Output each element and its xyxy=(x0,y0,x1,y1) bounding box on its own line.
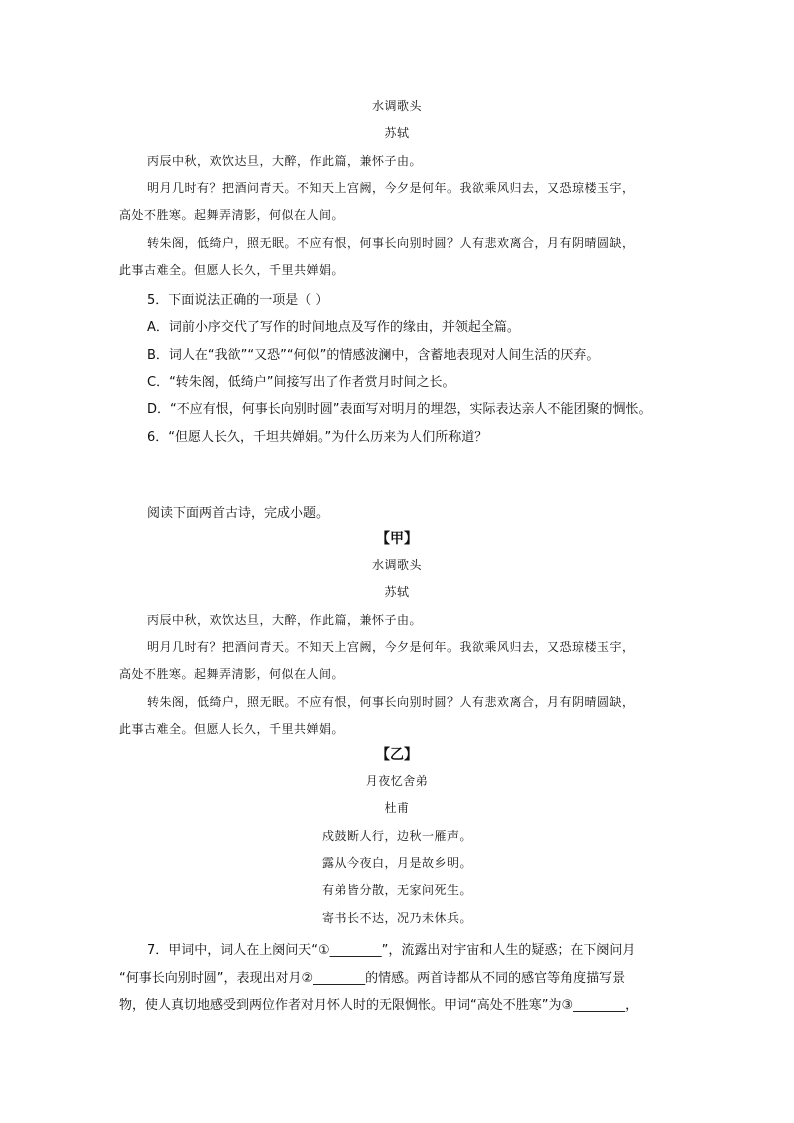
poem-title: 水调歌头 xyxy=(371,99,422,113)
poem-line: 明月几时有？把酒问青天。不知天上宫阙，今夕是何年。我欲乘风归去，又恐琼楼玉宇， xyxy=(147,181,635,195)
poem-yi-line: 寄书长不达，况乃未休兵。 xyxy=(321,911,472,925)
poem-author: 苏轼 xyxy=(384,585,410,599)
question-7-line: 物，使人真切地感受到两位作者对月怀人时的无限惆怅。甲词“高处不胜寒”为③________， xyxy=(119,998,639,1013)
poem-line: 此事古难全。但愿人长久，千里共婵娟。 xyxy=(119,263,345,277)
poem-preface: 丙辰中秋，欢饮达旦，大醉，作此篇，兼怀子由。 xyxy=(147,154,423,168)
poem-line: 转朱阁，低绮户，照无眠。不应有恨，何事长向别时圆？人有悲欢离合，月有阴晴圆缺， xyxy=(147,236,635,250)
question-5-option-b: B．词人在“我欲”“又恐”“何似”的情感波澜中，含蓄地表现对人间生活的厌弃。 xyxy=(147,348,600,363)
question-6-stem: 6．“但愿人长久，千坦共婵娟。”为什么历来为人们所称道？ xyxy=(147,430,488,445)
poem-line: 此事古难全。但愿人长久，千里共婵娟。 xyxy=(119,722,345,736)
poem-jia-label: 【甲】 xyxy=(376,531,418,547)
question-5-option-a: A．词前小序交代了写作的时间地点及写作的缘由，并领起全篇。 xyxy=(147,320,520,335)
reading-intro: 阅读下面两首古诗，完成小题。 xyxy=(147,506,330,521)
poem-line: 转朱阁，低绮户，照无眠。不应有恨，何事长向别时圆？人有悲欢离合，月有阴晴圆缺， xyxy=(147,695,635,709)
poem-yi-line: 有弟皆分散，无家问死生。 xyxy=(321,883,472,897)
question-5-option-d: D．“不应有恨，何事长向别时圆”表面写对明月的埋怨，实际表达亲人不能团聚的惆怅。 xyxy=(147,402,652,417)
question-5-stem: 5．下面说法正确的一项是（ ） xyxy=(147,293,329,308)
poem-line: 高处不胜寒。起舞弄清影，何似在人间。 xyxy=(119,208,345,222)
poem-yi-label: 【乙】 xyxy=(376,747,418,763)
question-5-option-c: C．“转朱阁，低绮户”间接写出了作者赏月时间之长。 xyxy=(147,375,456,390)
poem-author: 苏轼 xyxy=(384,126,410,140)
poem-yi-title: 月夜忆舍弟 xyxy=(365,774,429,788)
poem-yi-author: 杜甫 xyxy=(384,801,410,815)
poem-title: 水调歌头 xyxy=(371,558,422,572)
question-7-line: “何事长向别时圆”，表现出对月②________的情感。两首诗都从不同的感官等角度描写景 xyxy=(119,971,626,986)
poem-line: 明月几时有？把酒问青天。不知天上宫阙，今夕是何年。我欲乘风归去，又恐琼楼玉宇， xyxy=(147,640,635,654)
poem-yi-line: 戍鼓断人行，边秋一雁声。 xyxy=(321,829,472,843)
question-7-line: 7．甲词中，词人在上阕问天“①________”，流露出对宇宙和人生的疑惑；在下阕问月 xyxy=(147,943,636,958)
poem-line: 高处不胜寒。起舞弄清影，何似在人间。 xyxy=(119,667,345,681)
poem-preface: 丙辰中秋，欢饮达旦，大醉，作此篇，兼怀子由。 xyxy=(147,613,423,627)
poem-yi-line: 露从今夜白，月是故乡明。 xyxy=(321,856,472,870)
